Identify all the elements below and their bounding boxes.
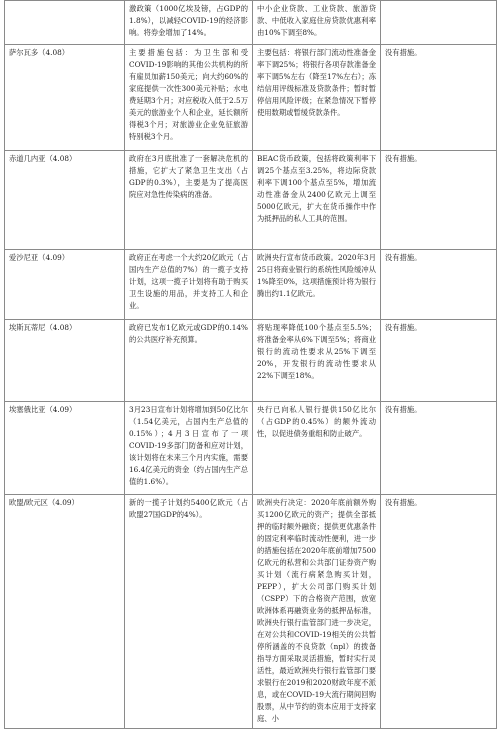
monetary-cell: 央行已向私人银行提供150亿比尔（占GDP的0.45%）的额外流动性，以促进债务重组和防止破产。 (253, 402, 381, 495)
exchange-cell: 没有措施。 (381, 495, 497, 729)
table-row (5, 402, 497, 495)
table-row (5, 45, 497, 151)
table-row (5, 1, 497, 45)
fiscal-cell: 政府已发布1亿欧元或GDP的0.14%的公共医疗补充预算。 (125, 320, 253, 402)
fiscal-cell: 新的一揽子计划约5400亿欧元（占欧盟27国GDP的4%）。 (125, 495, 253, 729)
table-row (5, 495, 497, 729)
exchange-cell: 没有措施。 (381, 250, 497, 320)
exchange-cell: 没有措施。 (381, 320, 497, 402)
country-cell: 埃斯瓦蒂尼（4.08） (5, 320, 125, 402)
exchange-cell: 没有措施。 (381, 402, 497, 495)
monetary-cell: 中小企业贷款、工业贷款、旅游贷款、中低收入家庭住房贷款优惠利率由10%下调至8%。 (253, 1, 381, 45)
fiscal-cell: 3月23日宣布计划将增加到50亿比尔（1.54亿美元，占国内生产总值的0.15%）；4月3日宣布了一项COVID-19多部门防备和应对计划，该计划将在未来三个月内实施，需要16.4亿美元的资金（约占国内生产总值的1.6%）。 (125, 402, 253, 495)
fiscal-cell: 主要措施包括：为卫生部和受COVID-19影响的其他公共机构的所有雇员加薪150美元；向大约60%的家庭提供一次性300美元补贴；水电费延期3个月；对应税收入低于2.5万美元的旅游业个人和企业，延长额所得税3个月；对旅游业企业免征旅游特别税3个月。 (125, 45, 253, 151)
monetary-cell: 将贴现率降低100个基点至5.5%；将准备金率从6%下调至5%；将商业银行的流动性要求从25%下调至20%，开发银行的流动性要求从22%下调至18%。 (253, 320, 381, 402)
country-cell: 欧盟/欧元区（4.09） (5, 495, 125, 729)
fiscal-cell: 激政策（1000亿埃及镑，占GDP的1.8%），以减轻COVID-19的经济影响。将券金增加了14%。 (125, 1, 253, 45)
monetary-cell: 欧洲央行宣布货币政策。2020年3月25日将商业银行的系统性风险缓冲从1%降至0%，这项措施预计将为银行腾出约1.1亿欧元。 (253, 250, 381, 320)
country-cell (5, 1, 125, 45)
table-row (5, 320, 497, 402)
country-cell: 爱沙尼亚（4.09） (5, 250, 125, 320)
country-cell: 萨尔瓦多（4.08） (5, 45, 125, 151)
exchange-cell: 没有措施。 (381, 45, 497, 151)
monetary-cell: 欧洲央行决定：2020年底前额外购买1200亿欧元的资产；提供全部抵押的临时额外融资；提供更优惠条件的固定利率临时流动性便利，进一步的措施包括在2020年底前增加7500亿欧元的私营和公共部门证券资产购买计划（流行病紧急购买计划，PEPP），扩大公司部门购买计划（CSPP）下的合格资产范围，放宽欧洲体系再融资业务的抵押品标准，欧洲央行银行监管部门进一步决定，在对公共和COVID-19相关的公共暂停所涵盖的不良贷款（npl）的拨备指导方面采取灵活措施，暂时实行灵活性，最近欧洲央行银行监管部门要求银行在2019和2020财政年度不派息，或在COVID-19大流行期间回购股票，从中节约的资本应用于支持家庭、小 (253, 495, 381, 729)
fiscal-cell: 政府在3月底批准了一套解决危机的措施，它扩大了紧急卫生支出（占GDP的0.3%），主要是为了提高医院应对急性传染病的准备。 (125, 151, 253, 250)
fiscal-cell: 政府正在考虑一个大约20亿欧元（占国内生产总值的7%）的一揽子支持计划，这项一揽子计划将有助于购买卫生设施的用品，并支持工人和企业。 (125, 250, 253, 320)
policy-table (4, 0, 497, 729)
monetary-cell: BEAC货币政策，包括将政策利率下调25个基点至3.25%，将边际贷款利率下调100个基点至5%，增加流动性准备金从2400亿欧元上调至5000亿欧元，扩大在货币操作中作为抵押品的私人工具的范围。 (253, 151, 381, 250)
exchange-cell (381, 1, 497, 45)
country-cell: 赤道几内亚（4.08） (5, 151, 125, 250)
exchange-cell: 没有措施。 (381, 151, 497, 250)
country-cell: 埃塞俄比亚（4.09） (5, 402, 125, 495)
monetary-cell: 主要包括：将银行部门流动性准备金率下调25%；将银行各项存款准备金率下调5%左右（降至17%左右）；冻结信用评级标准及贷款条件；暂时暂停信用风险评级；在紧急情况下暂停使用数期或暂缓贷款条件。 (253, 45, 381, 151)
table-row (5, 151, 497, 250)
table-row (5, 250, 497, 320)
